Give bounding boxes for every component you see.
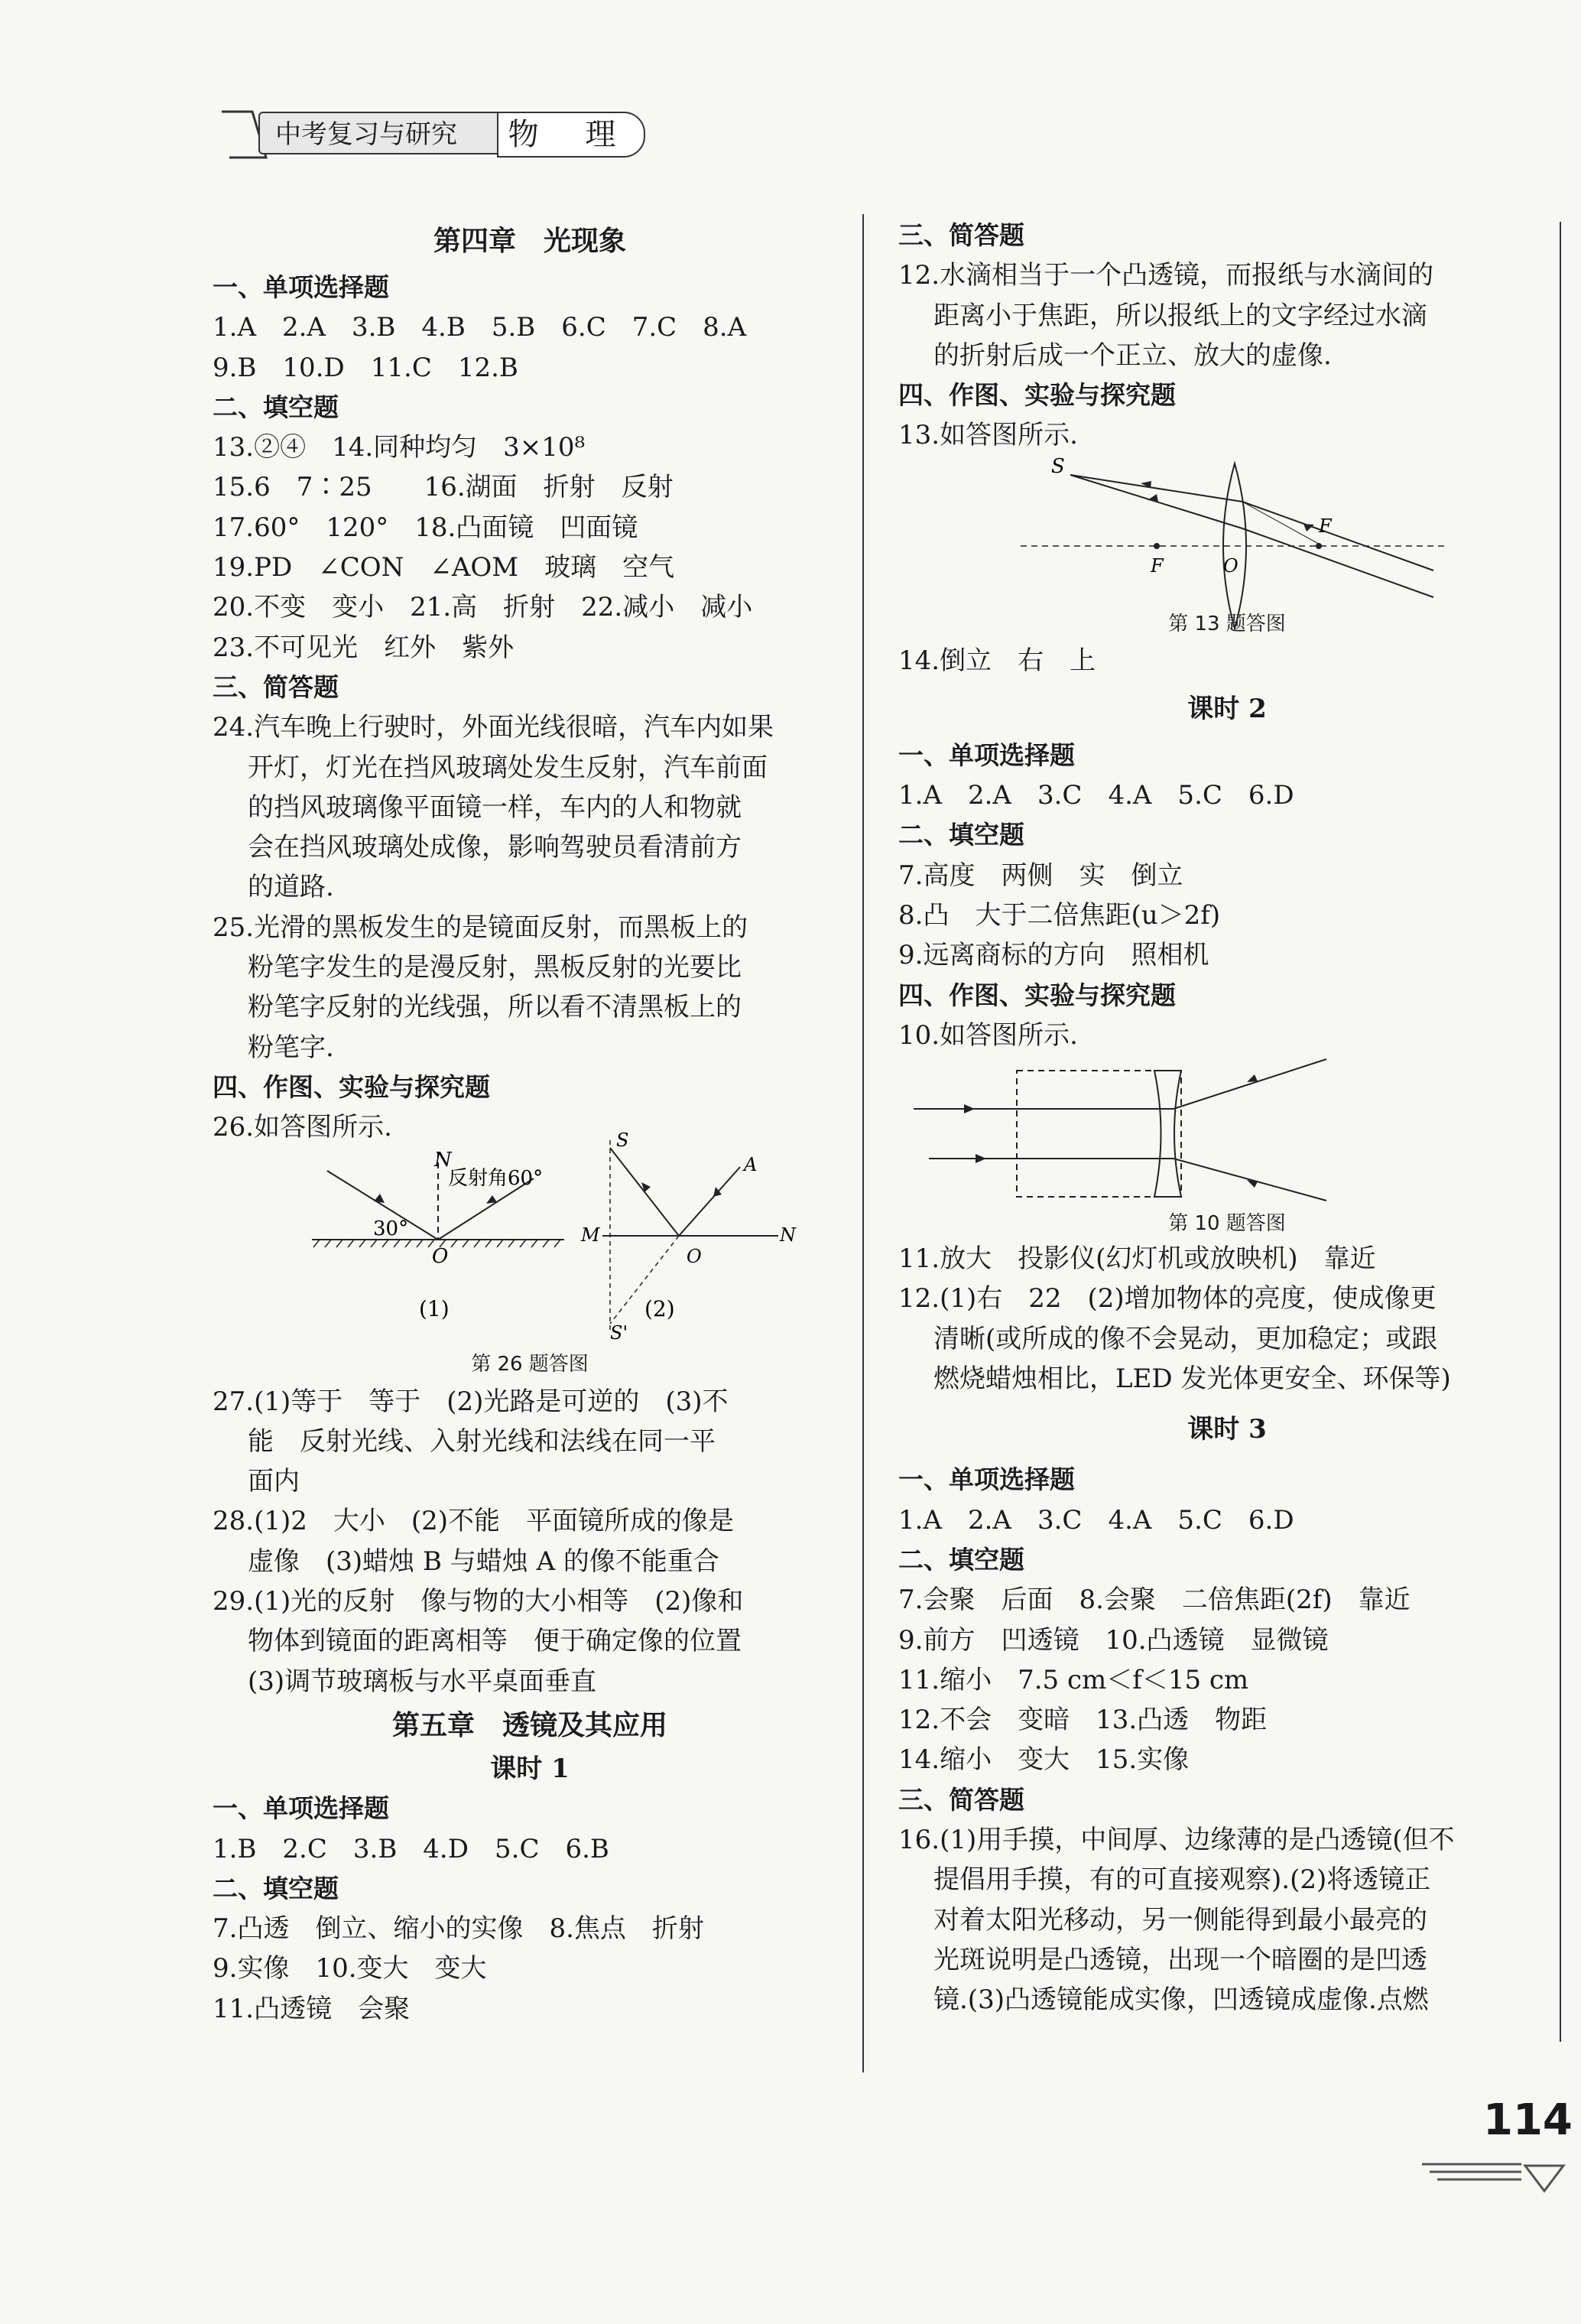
section-heading: 一、单项选择题 bbox=[213, 272, 389, 302]
answer-line: 1.A 2.A 3.C 4.A 5.C 6.D bbox=[898, 780, 1294, 811]
series-title: 中考复习与研究 bbox=[258, 112, 511, 154]
answer-line: 镜.(3)凸透镜能成实像，凹透镜成虚像.点燃 bbox=[933, 1984, 1429, 2016]
fig13-label: O bbox=[1223, 554, 1239, 577]
answer-line: 27.(1)等于 等于 (2)光路是可逆的 (3)不 bbox=[213, 1386, 729, 1417]
answer-line: 7.会聚 后面 8.会聚 二倍焦距(2f) 靠近 bbox=[898, 1585, 1411, 1616]
answer-line: 面内 bbox=[248, 1466, 300, 1497]
answer-line: 粉笔字. bbox=[248, 1032, 334, 1063]
answer-line: 距离小于焦距，所以报纸上的文字经过水滴 bbox=[933, 300, 1427, 331]
figure-26 bbox=[213, 1129, 847, 1347]
answer-line: 26.如答图所示. bbox=[213, 1112, 392, 1143]
answer-line: 会在挡风玻璃处成像，影响驾驶员看清前方 bbox=[248, 832, 742, 863]
answer-line: 24.汽车晚上行驶时，外面光线很暗，汽车内如果 bbox=[213, 712, 774, 743]
section-heading: 一、单项选择题 bbox=[898, 1464, 1075, 1495]
answer-line: 14.倒立 右 上 bbox=[898, 645, 1096, 676]
figure-13-drawing bbox=[898, 456, 1556, 609]
answer-line: 9.实像 10.变大 变大 bbox=[213, 1953, 487, 1984]
answer-line: 12.水滴相当于一个凸透镜，而报纸与水滴间的 bbox=[898, 260, 1434, 291]
fig26-label: A bbox=[744, 1153, 758, 1175]
answer-line: 的道路. bbox=[248, 872, 334, 903]
answer-line: 7.高度 两侧 实 倒立 bbox=[898, 860, 1183, 891]
fig13-label: F bbox=[1151, 554, 1164, 577]
section-heading: 三、简答题 bbox=[213, 671, 339, 702]
answer-line: 清晰(或所成的像不会晃动，更加稳定；或跟 bbox=[933, 1323, 1438, 1354]
answer-line: 11.凸透镜 会聚 bbox=[213, 1993, 411, 2024]
figure-caption: 第 10 题答图 bbox=[1168, 1212, 1286, 1236]
answer-line: 19.PD ∠CON ∠AOM 玻璃 空气 bbox=[213, 552, 675, 583]
fig26-label: N bbox=[434, 1148, 452, 1172]
answer-line: 13.②④ 14.同种均匀 3×10⁸ bbox=[213, 432, 586, 463]
answer-line: 9.远离商标的方向 照相机 bbox=[898, 940, 1209, 971]
fig26-label: O bbox=[432, 1244, 449, 1268]
answer-line: 能 反射光线、入射光线和法线在同一平 bbox=[248, 1425, 716, 1457]
right-column bbox=[898, 216, 1556, 2020]
fig13-label: S bbox=[1051, 454, 1065, 478]
section-heading: 三、简答题 bbox=[898, 1784, 1024, 1815]
lesson-title: 课时 3 bbox=[1187, 1414, 1267, 1445]
answer-line: 1.A 2.A 3.B 4.B 5.B 6.C 7.C 8.A bbox=[213, 312, 747, 343]
answer-line: 12.(1)右 22 (2)增加物体的亮度，使成像更 bbox=[898, 1283, 1437, 1315]
page-number: 114 bbox=[1483, 2095, 1573, 2145]
answer-line: 17.60° 120° 18.凸面镜 凹面镜 bbox=[213, 512, 638, 543]
answer-line: 10.如答图所示. bbox=[898, 1019, 1078, 1051]
section-heading: 四、作图、实验与探究题 bbox=[213, 1071, 490, 1102]
answer-line: 12.不会 变暗 13.凸透 物距 bbox=[898, 1705, 1268, 1736]
column-divider bbox=[862, 214, 864, 2072]
answer-line: 对着太阳光移动，另一侧能得到最小最亮的 bbox=[933, 1904, 1427, 1936]
answer-line: 16.(1)用手摸，中间厚、边缘薄的是凸透镜(但不 bbox=[898, 1825, 1455, 1856]
answer-line: 粉笔字发生的是漫反射，黑板反射的光要比 bbox=[248, 952, 742, 983]
figure-13 bbox=[898, 456, 1556, 609]
answer-line: 虚像 (3)蜡烛 B 与蜡烛 A 的像不能重合 bbox=[248, 1546, 719, 1577]
answer-line: 23.不可见光 红外 紫外 bbox=[213, 632, 515, 663]
fig26-label: S' bbox=[610, 1321, 628, 1344]
answer-line: 的挡风玻璃像平面镜一样，车内的人和物就 bbox=[248, 791, 742, 823]
book-header bbox=[222, 107, 650, 161]
section-heading: 二、填空题 bbox=[898, 1544, 1024, 1575]
figure-26-drawing bbox=[213, 1129, 796, 1347]
chapter-title: 第五章 透镜及其应用 bbox=[391, 1708, 667, 1741]
answer-line: 9.B 10.D 11.C 12.B bbox=[213, 352, 518, 383]
answer-line: 20.不变 变小 21.高 折射 22.减小 减小 bbox=[213, 592, 753, 623]
answer-line: 开灯，灯光在挡风玻璃处发生反射，汽车前面 bbox=[248, 752, 768, 783]
chapter-title: 第四章 光现象 bbox=[433, 225, 626, 257]
fig13-label: F bbox=[1319, 515, 1332, 537]
right-border bbox=[1560, 222, 1561, 2042]
section-heading: 二、填空题 bbox=[213, 1873, 339, 1903]
answer-line: 1.B 2.C 3.B 4.D 5.C 6.B bbox=[213, 1833, 609, 1864]
answer-line: 燃烧蜡烛相比，LED 发光体更安全、环保等) bbox=[933, 1364, 1451, 1395]
left-column bbox=[213, 214, 847, 2029]
answer-line: 9.前方 凹透镜 10.凸透镜 显微镜 bbox=[898, 1624, 1329, 1656]
section-heading: 四、作图、实验与探究题 bbox=[898, 980, 1176, 1010]
answer-line: 25.光滑的黑板发生的是镜面反射，而黑板上的 bbox=[213, 912, 748, 943]
page-number-decoration bbox=[1414, 2157, 1567, 2202]
fig26-label: 30° bbox=[373, 1217, 409, 1240]
answer-line: 1.A 2.A 3.C 4.A 5.C 6.D bbox=[898, 1504, 1294, 1536]
answer-line: 物体到镜面的距离相等 便于确定像的位置 bbox=[248, 1626, 742, 1657]
answer-line: 8.凸 大于二倍焦距(u＞2f) bbox=[898, 899, 1221, 931]
answer-line: 15.6 7∶25 16.湖面 折射 反射 bbox=[213, 472, 674, 503]
answer-line: 29.(1)光的反射 像与物的大小相等 (2)像和 bbox=[213, 1586, 744, 1617]
fig26-label: N bbox=[780, 1224, 796, 1246]
answer-line: 11.放大 投影仪(幻灯机或放映机) 靠近 bbox=[898, 1243, 1376, 1275]
fig26-label: S bbox=[616, 1129, 629, 1151]
fig26-sublabel: (2) bbox=[644, 1295, 675, 1321]
lesson-title: 课时 2 bbox=[1187, 693, 1267, 724]
answer-line: 光斑说明是凸透镜，出现一个暗圈的是凹透 bbox=[933, 1944, 1427, 1975]
subject-title: 物 理 bbox=[497, 112, 645, 158]
fig26-label: M bbox=[581, 1224, 600, 1246]
figure-10 bbox=[898, 1055, 1556, 1208]
section-heading: 二、填空题 bbox=[213, 392, 339, 422]
fig26-label: O bbox=[687, 1245, 702, 1267]
section-heading: 一、单项选择题 bbox=[898, 739, 1075, 770]
answer-line: 28.(1)2 大小 (2)不能 平面镜所成的像是 bbox=[213, 1506, 735, 1537]
answer-line: 提倡用手摸，有的可直接观察).(2)将透镜正 bbox=[933, 1864, 1431, 1896]
section-heading: 二、填空题 bbox=[898, 820, 1024, 850]
fig26-sublabel: (1) bbox=[419, 1295, 450, 1321]
answer-line: 11.缩小 7.5 cm＜f＜15 cm bbox=[898, 1664, 1249, 1695]
lesson-title: 课时 1 bbox=[490, 1753, 570, 1784]
answer-line: (3)调节玻璃板与水平桌面垂直 bbox=[248, 1666, 597, 1697]
answer-line: 的折射后成一个正立、放大的虚像. bbox=[933, 340, 1332, 371]
figure-caption: 第 26 题答图 bbox=[471, 1352, 589, 1376]
answer-line: 13.如答图所示. bbox=[898, 420, 1078, 451]
section-heading: 四、作图、实验与探究题 bbox=[898, 380, 1176, 411]
section-heading: 一、单项选择题 bbox=[213, 1793, 389, 1824]
answer-line: 7.凸透 倒立、缩小的实像 8.焦点 折射 bbox=[213, 1913, 704, 1945]
answer-line: 14.缩小 变大 15.实像 bbox=[898, 1744, 1190, 1776]
figure-10-drawing bbox=[898, 1055, 1556, 1208]
fig26-label: 反射角60° bbox=[448, 1166, 544, 1190]
answer-line: 粉笔字反射的光线强，所以看不清黑板上的 bbox=[248, 992, 742, 1023]
figure-caption: 第 13 题答图 bbox=[1168, 612, 1286, 635]
section-heading: 三、简答题 bbox=[898, 220, 1024, 250]
